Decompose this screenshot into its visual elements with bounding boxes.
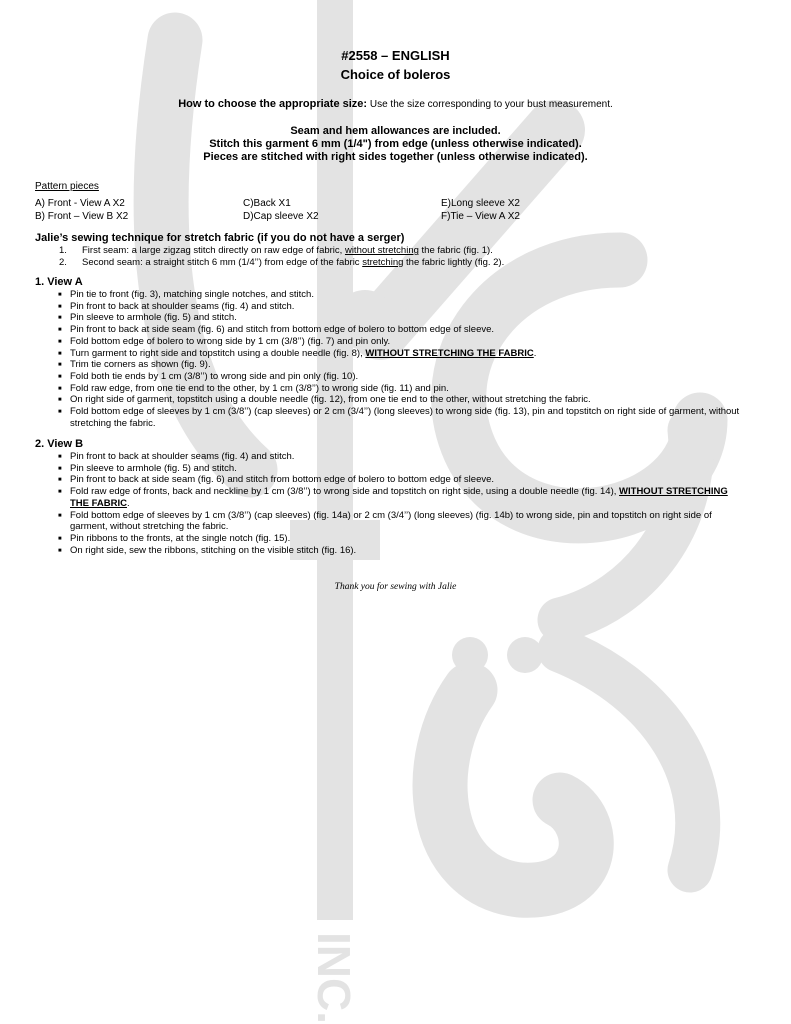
pattern-piece: B) Front – View B X2 xyxy=(35,211,129,222)
list-item: ■ Pin ribbons to the fronts, at the single notch (fig. 15). xyxy=(35,533,745,545)
pattern-col-2 xyxy=(243,197,319,223)
watermark-text: INC. xyxy=(308,932,360,1024)
technique-section xyxy=(35,232,745,268)
list-item: ■ Pin front to back at shoulder seams (fig. 4) and stitch. xyxy=(35,301,745,313)
pattern-col-3 xyxy=(441,197,520,223)
step-text: Second seam: a straight stitch 6 mm (1/4’’) from edge of the fabric xyxy=(82,256,363,268)
technique-step xyxy=(35,245,745,257)
view-a-section xyxy=(35,276,745,429)
pattern-piece: A) Front - View A X2 xyxy=(35,198,125,209)
item-text: Turn garment to right side and topstitch using a double needle (fig. 8), xyxy=(70,347,366,359)
step-text: First seam: a large zigzag stitch directly on raw edge of fabric, xyxy=(82,245,345,256)
list-item: ■ On right side of garment, topstitch using a double needle (fig. 12), from one tie end to the other, without stretching the fabric. xyxy=(35,394,745,406)
list-item: ■ Fold bottom edge of bolero to wrong side by 1 cm (3/8’’) (fig. 7) and pin only. xyxy=(35,336,745,348)
pattern-col-1 xyxy=(35,197,128,223)
pattern-piece: F)Tie – View A X2 xyxy=(441,211,520,222)
list-item: ■ Pin sleeve to armhole (fig. 5) and stitch. xyxy=(35,463,745,475)
doc-subtitle: Choice of boleros xyxy=(340,67,451,82)
step-text: the fabric (fig. 1). xyxy=(418,245,493,256)
list-item: ■ Pin front to back at side seam (fig. 6) and stitch from bottom edge of bolero to bottom edge of sleeve. xyxy=(35,474,745,486)
step-emphasis: without stretching xyxy=(344,245,419,256)
list-item: ■ Fold bottom edge of sleeves by 1 cm (3/8’’) (cap sleeves) or 2 cm (3/4’’) (long sleeves) to wrong side (fig. 13), pin and topstitch on right side of garment, without stretching the fabric. xyxy=(35,406,745,429)
step-emphasis: stretching xyxy=(362,256,404,268)
step-number: 2. xyxy=(59,256,67,268)
list-item: ■ Fold bottom edge of sleeves by 1 cm (3/8’’) (cap sleeves) (fig. 14a) or 2 cm (3/4’’) (long sleeves) (fig. 14b) to wrong side, pin and topstitch on right side of garment, without stretching the fabric. xyxy=(35,510,745,533)
size-label: How to choose the appropriate size: xyxy=(178,98,368,110)
view-b-section xyxy=(35,438,745,556)
item-emphasis: WITHOUT STRETCHING THE FABRIC xyxy=(70,486,728,509)
allowances-block xyxy=(0,125,791,164)
list-item: ■ Fold both tie ends by 1 cm (3/8’’) to wrong side and pin only (fig. 10). xyxy=(35,371,745,383)
list-item: ■ Turn garment to right side and topstitch using a double needle (fig. 8), WITHOUT STRETCHING THE FABRIC. xyxy=(35,348,745,360)
pattern-piece: D)Cap sleeve X2 xyxy=(243,211,319,222)
doc-title: #2558 – ENGLISH xyxy=(341,48,450,63)
pattern-piece: C)Back X1 xyxy=(243,198,291,209)
size-instructions xyxy=(0,98,791,110)
list-item: ■ Pin tie to front (fig. 3), matching single notches, and stitch. xyxy=(35,289,745,301)
list-item: ■ Fold raw edge of fronts, back and neckline by 1 cm (3/8’’) to wrong side and topstitch on right side, using a double needle (fig. 14), WITHOUT STRETCHING THE FABRIC. xyxy=(35,486,745,509)
item-text: Fold raw edge of fronts, back and neckline by 1 cm (3/8’’) to wrong side and topstitch on right side, using a double needle (fig. 14), xyxy=(70,486,620,498)
step-text: the fabric lightly (fig. 2). xyxy=(403,256,505,268)
allowance-line: Pieces are stitched with right sides together (unless otherwise indicated). xyxy=(203,151,588,163)
pattern-piece: E)Long sleeve X2 xyxy=(441,198,520,209)
list-item: ■ Pin front to back at side seam (fig. 6) and stitch from bottom edge of bolero to bottom edge of sleeve. xyxy=(35,324,745,336)
technique-step xyxy=(35,257,745,269)
list-item: ■ Fold raw edge, from one tie end to the other, by 1 cm (3/8’’) to wrong side (fig. 11) and pin. xyxy=(35,383,745,395)
technique-heading: Jalie’s sewing technique for stretch fabric (if you do not have a serger) xyxy=(35,232,405,244)
list-item: ■ Trim tie corners as shown (fig. 9). xyxy=(35,359,745,371)
pattern-heading: Pattern pieces xyxy=(35,181,99,192)
size-text: Use the size corresponding to your bust measurement. xyxy=(367,99,613,110)
list-item: ■ Pin sleeve to armhole (fig. 5) and stitch. xyxy=(35,312,745,324)
allowance-line: Stitch this garment 6 mm (1/4") from edge (unless otherwise indicated). xyxy=(209,138,582,150)
item-emphasis: WITHOUT STRETCHING THE FABRIC xyxy=(365,347,534,359)
step-number: 1. xyxy=(59,245,67,256)
view-b-heading: 2. View B xyxy=(35,438,84,450)
thanks-note: Thank you for sewing with Jalie xyxy=(334,582,457,592)
list-item: ■ Pin front to back at shoulder seams (fig. 4) and stitch. xyxy=(35,451,745,463)
view-a-heading: 1. View A xyxy=(35,276,83,288)
list-item: ■ On right side, sew the ribbons, stitching on the visible stitch (fig. 16). xyxy=(35,545,745,557)
allowance-line: Seam and hem allowances are included. xyxy=(290,125,501,137)
